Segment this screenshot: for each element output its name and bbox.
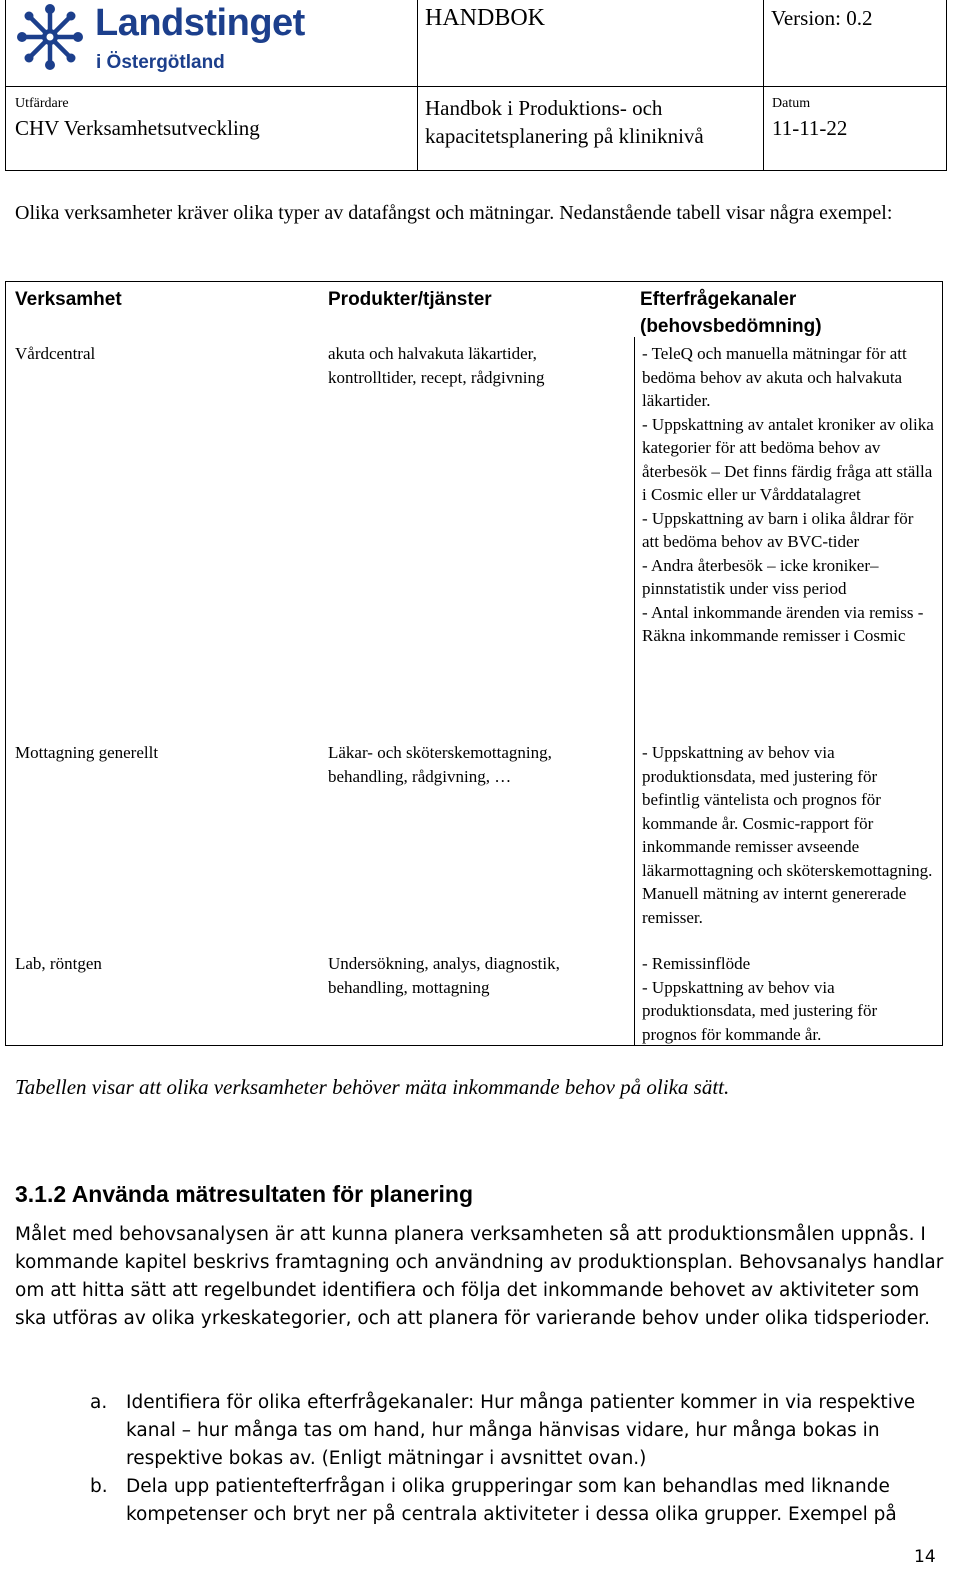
list-item [90,1473,950,1533]
table-cell-kanaler-2: - Uppskattning av behov via produktionsdata, med justering för befintlig väntelista och prognos för kommande år. Cosmic-rapport för inkommande remisser avseende läkarmottagning och sköterskemottagning. Manuell mätning av internt genererade remisser. [642,743,933,927]
list-item-text: Identifiera för olika efterfrågekanaler: Hur många patienter kommer in via respektive kanal – hur många tas om hand, hur många hänvisas vidare, hur många bokas in respektive bokas av. (Enligt mätningar i avsnittet ovan.) [126,1392,916,1469]
intro-paragraph: Olika verksamheter kräver olika typer av datafångst och mätningar. Nedanstående tabell visar några exempel: [15,202,893,224]
table-header-produkter: Produkter/tjänster [328,289,492,310]
table-cell-produkter-3: Undersökning, analys, diagnostik, behandling, mottagning [328,954,560,997]
document-title-line1: Handbok i Produktions- och [425,96,663,120]
table-cell-produkter-2: Läkar- och sköterskemottagning, behandling, rådgivning, … [328,743,552,786]
table-cell-verksamhet-3: Lab, röntgen [15,954,102,973]
table-header-kanaler: Efterfrågekanaler (behovsbedömning) [640,289,822,337]
examples-table [5,281,943,1046]
table-cell-produkter-1: akuta och halvakuta läkartider, kontrolltider, recept, rådgivning [328,344,545,387]
header-row-divider [5,86,947,87]
table-cell-kanaler-1: - TeleQ och manuella mätningar för att bedöma behov av akuta och halvakuta läkartider. - Uppskattning av antalet kroniker av olika kategorier för att bedöma behov av återbesök – Det finns färdig fråga att ställa i Cosmic eller ur Vårddatalagret - Uppskattning av barn i olika åldrar för att bedöma behov av BVC-tider - Andra återbesök – icke kroniker– pinnstatistik under viss period - Antal inkommande ärenden via remiss - Räkna inkommande remisser i Cosmic [642,344,934,645]
date-label: Datum [772,96,811,111]
table-column-divider [634,337,635,1045]
landstinget-logo [17,2,357,80]
list-item-text: Dela upp patientefterfrågan i olika grupperingar som kan behandlas med liknande kompetenser och bryt ner på centrala aktiviteter i dessa olika grupper. Exempel på [126,1476,897,1525]
logo-name: Landstinget [95,2,305,44]
document-title-line2: kapacitetsplanering på kliniknivå [425,124,704,148]
list-item [90,1389,950,1473]
table-cell-verksamhet-2: Mottagning generellt [15,743,159,762]
table-cell-kanaler-3: - Remissinflöde - Uppskattning av behov via produktionsdata, med justering för prognos för kommande år. [642,954,878,1044]
document-header [5,0,955,171]
document-version: Version: 0.2 [771,6,873,30]
table-header-verksamhet: Verksamhet [15,289,122,310]
logo-subtitle: i Östergötland [96,52,225,73]
table-caption: Tabellen visar att olika verksamheter behöver mäta inkommande behov på olika sätt. [15,1075,730,1099]
date-value: 11-11-22 [772,116,848,140]
page-number: 14 [914,1547,936,1567]
list-marker: a. [90,1392,108,1413]
header-border-bottom [5,170,947,171]
issuer-label: Utfärdare [15,96,69,111]
table-cell-verksamhet-1: Vårdcentral [15,344,96,363]
section-paragraph: Målet med behovsanalysen är att kunna planera verksamheten så att produktionsmålen uppnås. I kommande kapitel beskrivs framtagning och användning av produktionsplan. Behovsanalys handlar om att hitta sätt att regelbundet identifiera och följa det inkommande behovet av aktiviteter som ska utföras av olika yrkeskategorier, och att planera för varierande behov under olika tidsperioder. [15,1224,944,1329]
snowflake-logo-icon [17,4,83,70]
list-marker: b. [90,1476,108,1497]
section-heading: 3.1.2 Använda mätresultaten för planering [15,1181,473,1207]
document-type: HANDBOK [425,5,545,31]
issuer-value: CHV Verksamhetsutveckling [15,116,260,140]
